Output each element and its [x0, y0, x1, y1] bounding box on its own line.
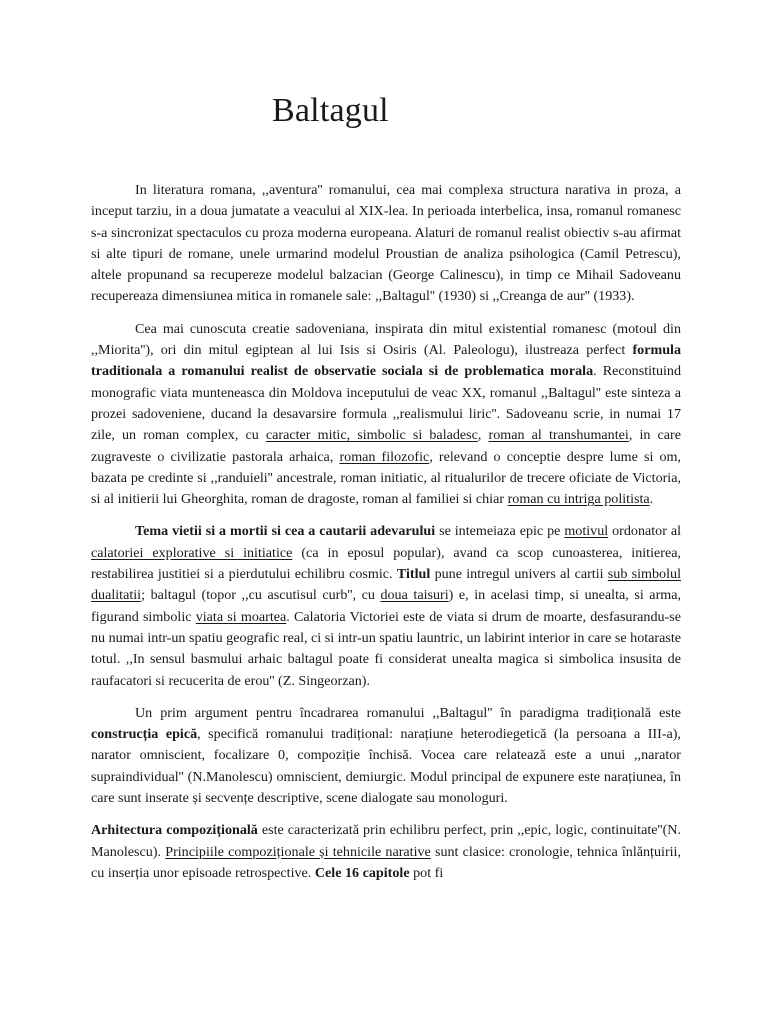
paragraph-composition [91, 820, 681, 884]
text-run: ) e, in acelasi timp, si unealta, si arma, figurand simbolic [91, 587, 681, 625]
text-run: pune intregul univers al cartii [430, 566, 608, 583]
bold-phrase: Tema vietii si a mortii si cea a cautarii adevarului [135, 523, 436, 540]
text-run: ordonator al [608, 523, 681, 540]
underlined-phrase: sub simbolul dualitatii [91, 566, 681, 604]
paragraph-intro [91, 180, 681, 308]
underlined-phrase: Principiile compoziționale și tehnicile narative [165, 843, 431, 860]
text-run: . Reconstituind monografic viata munteneasca din Moldova inceputului de veac XX, romanul ,,Baltagul'' este sinteza a prozei sadoveniene, ducand la desavarsire formula ,,realismului liric''. Sadoveanu scrie, in numai 17 zile, un roman complex, cu [91, 363, 681, 444]
text-run: Un prim argument pentru încadrarea romanului ,,Baltagul'' în paradigma tradițională este [135, 704, 681, 721]
underlined-phrase: caracter mitic, simbolic si baladesc [265, 427, 478, 444]
text-run: ; baltagul (topor ,,cu ascutisul curb'', cu [141, 587, 381, 604]
paragraph-argument [91, 703, 681, 809]
bold-phrase: Arhitectura compozițională [91, 822, 258, 839]
underlined-phrase: viata si moartea [195, 608, 287, 625]
underlined-phrase: roman al transhumantei [488, 427, 629, 444]
underlined-phrase: calatoriei explorative si initiatice [91, 544, 293, 561]
text-run: este caracterizată prin echilibru perfect, prin ,,epic, logic, continuitate''(N. Manolescu). [91, 822, 681, 860]
text-run: pot fi [409, 864, 444, 881]
underlined-phrase: motivul [564, 523, 609, 540]
bold-phrase: formula traditionala a romanului realist de observatie sociala si de problematica morala [91, 342, 681, 380]
bold-phrase: construcția epică [91, 726, 198, 743]
text-run: se intemeiaza epic pe [435, 523, 565, 540]
text-run: sunt clasice: cronologie, tehnica înlănțuirii, cu inserția unor episoade retrospective. [91, 843, 681, 881]
paragraph-formula [91, 319, 681, 511]
underlined-phrase: doua taisuri [380, 587, 449, 604]
underlined-phrase: roman cu intriga politista [507, 491, 650, 508]
text-run: . Calatoria Victoriei este de viata si drum de moarte, desfasurandu-se nu numai intr-un spatiu geografic real, ci si intr-un spatiu launtric, un labirint interior in care se hotaraste totul. ,,In sensul basmului arhaic baltagul poate fi considerat unealta magica si simbolica insusita de raufacatori si recucerita de erou'' (Z. Singeorzan). [91, 608, 682, 689]
text-run: , relevand o conceptie despre lume si om, bazata pe credinte si ,,randuieli'' ancestrale, roman initiatic, al ritualurilor de trecere oficiate de Victoria, si al initierii lui Gheorghita, roman de dragoste, roman al familiei si chiar [91, 448, 681, 508]
text-run: Cea mai cunoscuta creatie sadoveniana, inspirata din mitul existential romanesc (motoul din ,,Miorita''), ori din mitul egiptean al lui Isis si Osiris (Al. Paleologu), ilustreaza perfect [91, 320, 681, 359]
text-run: In literatura romana, ,,aventura'' romanului, cea mai complexa structura narativa in proza, a inceput tarziu, in a doua jumatate a veacului al XIX-lea. In perioada interbelica, insa, romanul romanesc s-a sincronizat spectaculos cu proza moderna europeana. Alaturi de romanul realist obiectiv s-au afirmat si alte tipuri de romane, unele urmarind modelul Proustian de analiza psihologica (Camil Petrescu), altele propunand sa recupereze modelul balzacian (George Calinescu), in timp ce Mihail Sadoveanu recupereaza dimensiunea mitica in romanele sale: ,,Baltagul'' (1930) si ,,Creanga de aur'' (1933). [91, 182, 681, 305]
text-run: . [649, 491, 654, 508]
paragraph-theme [91, 521, 681, 691]
document-body [91, 180, 681, 895]
text-run: , in care zugraveste o civilizatie pastorala arhaica, [91, 427, 681, 465]
bold-phrase: Cele 16 capitole [314, 864, 410, 881]
text-run: , [477, 427, 489, 444]
text-run: , specifică romanului tradițional: narațiune heterodiegetică (la persoana a III-a), narator omniscient, focalizare 0, compoziție închisă. Vocea care relatează este a unui ,,narator supraindividual'' (N.Manolescu) omniscient, demiurgic. Modul principal de expunere este narațiunea, în care sunt inserate și secvențe descriptive, scene dialogate sau monologuri. [91, 726, 681, 807]
underlined-phrase: roman filozofic [339, 448, 430, 465]
document-title: Baltagul [272, 92, 389, 129]
text-run: (ca in eposul popular), avand ca scop cunoasterea, initierea, restabilirea justitiei si a pierdutului echilibru cosmic. [91, 544, 681, 583]
bold-phrase: Titlul [396, 566, 431, 583]
